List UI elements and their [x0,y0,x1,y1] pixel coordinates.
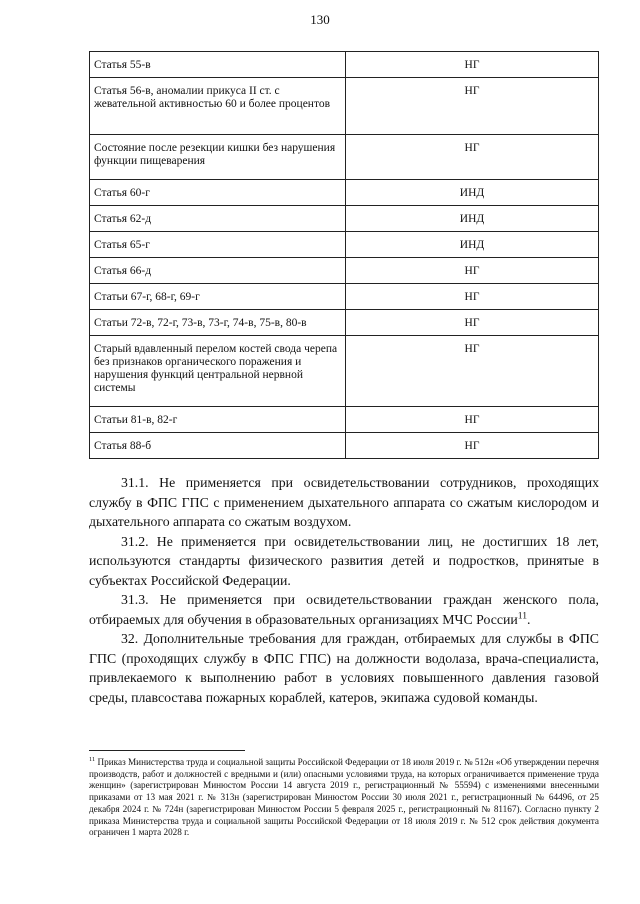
body-text [89,473,599,707]
category-cell: НГ [346,258,599,284]
table-row [90,206,599,232]
condition-cell: Старый вдавленный перелом костей свода черепа без признаков органического поражения и нарушения функций центральной нервной системы [90,336,346,407]
category-cell: НГ [346,310,599,336]
category-cell: НГ [346,78,599,135]
category-cell: НГ [346,135,599,180]
footnote-reference[interactable]: 11 [517,609,528,621]
category-cell: ИНД [346,206,599,232]
medical-categories-table [89,51,599,459]
table-body [90,52,599,459]
condition-cell: Статья 66-д [90,258,346,284]
footnote-separator [89,750,245,751]
page-number: 130 [310,12,330,27]
footnote-mark: 11 [89,755,96,763]
table-row [90,407,599,433]
table-row [90,258,599,284]
footnote-text: Приказ Министерства труда и социальной защиты Российской Федерации от 18 июля 2019 г. № 512н «Об утверждении перечня производств, работ и должностей с вредными и (или) опасными условиями труда, на которых ограничивается применение труда женщин» (зарегистрирован Минюстом России 14 августа 2019 г., регистрационный № 55594) с изменениями внесенными приказами от 13 мая 2021 г. № 313н (зарегистрирован Минюстом России 30 июля 2021 г., регистрационный № 64496, от 25 декабря 2024 г. № 724н (зарегистрирован Минюстом России 5 февраля 2025 г., регистрационный № 81167). Согласно пункту 2 приказа Министерства труда и социальной защиты Российской Федерации от 18 июля 2019 г. № 512 срок действия документа ограничен 1 марта 2028 г. [89,757,600,838]
condition-cell: Статьи 72-в, 72-г, 73-в, 73-г, 74-в, 75-в, 80-в [90,310,346,336]
condition-cell: Статья 88-б [90,433,346,459]
table-row [90,232,599,258]
table-row [90,78,599,135]
category-cell: НГ [346,407,599,433]
paragraph-31-2: 31.2. Не применяется при освидетельствовании лиц, не достигших 18 лет, используются стандарты физического развития детей и подростков, принятые в субъектах Российской Федерации. [89,533,599,588]
condition-cell: Статья 55-в [90,52,346,78]
paragraph-31-1: 31.1. Не применяется при освидетельствовании сотрудников, проходящих службу в ФПС ГПС с применением дыхательного аппарата со сжатым кислородом и дыхательного аппарата со сжатым воздухом. [89,475,599,529]
condition-cell: Статья 65-г [90,232,346,258]
condition-cell: Состояние после резекции кишки без нарушения функции пищеварения [90,135,346,180]
table-row [90,52,599,78]
category-cell: НГ [346,336,599,407]
table-row [90,433,599,459]
category-cell: НГ [346,284,599,310]
condition-cell: Статья 60-г [90,180,346,206]
table-row [90,310,599,336]
table-row [90,135,599,180]
paragraph-31-3-text: 31.3. Не применяется при освидетельствовании граждан женского пола, отбираемых для обучения в образовательных организациях МЧС России [89,592,599,627]
table-row [90,284,599,310]
condition-cell: Статья 62-д [90,206,346,232]
paragraph-32: 32. Дополнительные требования для граждан, отбираемых для службы в ФПС ГПС (проходящих службу в ФПС ГПС) на должности водолаза, врача-специалиста, привлекаемого к выполнению работ в условиях повышенного давления газовой среды, плавсостава пожарных кораблей, катеров, экипажа судовой команды. [89,631,599,705]
condition-cell: Статьи 67-г, 68-г, 69-г [90,284,346,310]
category-cell: ИНД [346,232,599,258]
table-row [90,180,599,206]
condition-cell: Статьи 81-в, 82-г [90,407,346,433]
paragraph-31-3: 31.3. Не применяется при освидетельствовании граждан женского пола, отбираемых для обучения в образовательных организациях МЧС России$^{11}$. [89,592,599,627]
category-cell: НГ [346,52,599,78]
table-row [90,336,599,407]
condition-cell: Статья 56-в, аномалии прикуса II ст. с жевательной активностью 60 и более процентов [90,78,346,135]
category-cell: ИНД [346,180,599,206]
footnote [89,757,599,839]
category-cell: НГ [346,433,599,459]
